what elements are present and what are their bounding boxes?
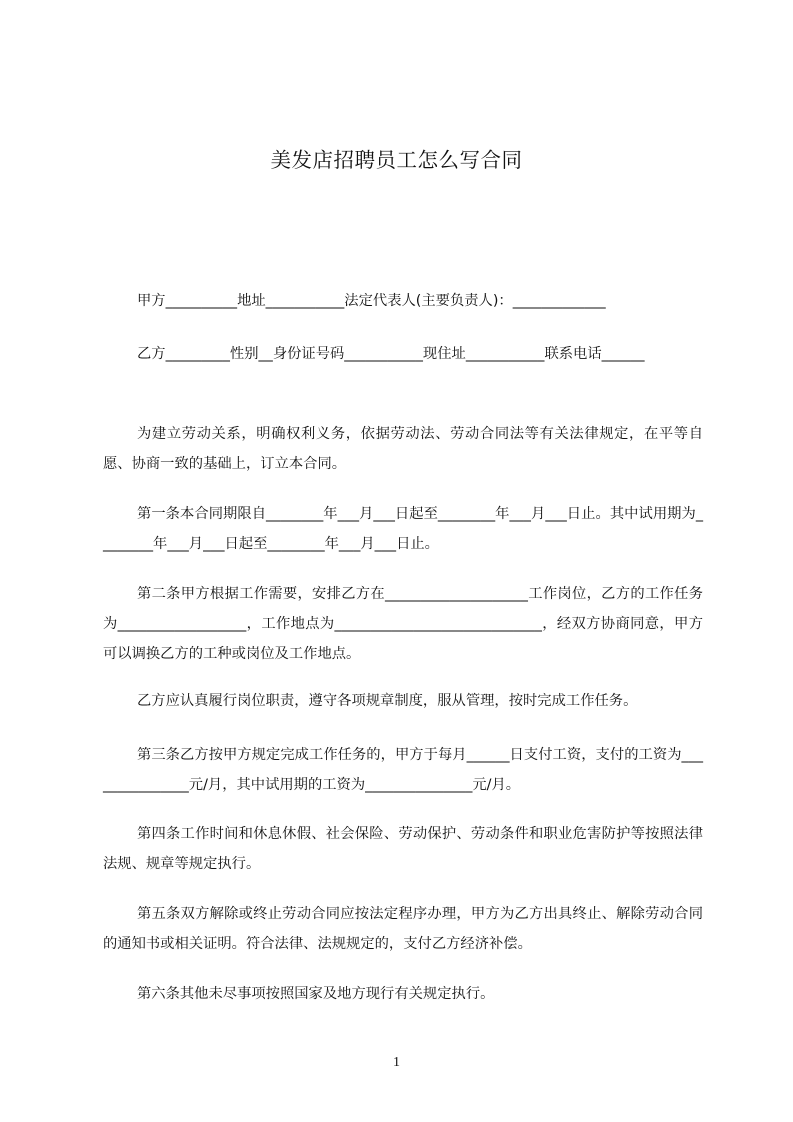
article-4-paragraph: 第四条工作时间和休息休假、社会保险、劳动保护、劳动条件和职业危害防护等按照法律法规、规章等规定执行。 [103, 826, 703, 872]
article-6-paragraph: 第六条其他未尽事项按照国家及地方现行有关规定执行。 [137, 986, 495, 1002]
page-number: 1 [393, 1055, 400, 1070]
preamble-paragraph: 为建立劳动关系，明确权利义务，依据劳动法、劳动合同法等有关法律规定，在平等自愿、协商一致的基础上，订立本合同。 [103, 426, 703, 472]
article-5-paragraph: 第五条双方解除或终止劳动合同应按法定程序办理，甲方为乙方出具终止、解除劳动合同的通知书或相关证明。符合法律、法规规定的，支付乙方经济补偿。 [103, 906, 703, 952]
article-2-paragraph: 第二条甲方根据工作需要，安排乙方在____________________工作岗位，乙方的工作任务为__________________，工作地点为_____________________________，经双方协商同意，甲方可以调换乙方的工种或岗位及工作地点。 [103, 586, 703, 662]
article-3-paragraph: 第三条乙方按甲方规定完成工作任务的，甲方于每月______日支付工资，支付的工资为_______________元/月，其中试用期的工资为_______________元/月。 [103, 747, 703, 793]
document-title: 美发店招聘员工怎么写合同 [270, 148, 523, 172]
party-b-line: 乙方_________性别__身份证号码___________现住址___________联系电话______ [137, 346, 645, 362]
party-a-line: 甲方__________地址___________法定代表人(主要负责人)：_____________ [137, 293, 606, 309]
article-1-paragraph: 第一条本合同期限自________年___月___日起至________年___月___日止。其中试用期为________年___月___日起至________年___月___日止。 [103, 506, 703, 552]
duty-paragraph: 乙方应认真履行岗位职责，遵守各项规章制度，服从管理，按时完成工作任务。 [137, 693, 638, 709]
